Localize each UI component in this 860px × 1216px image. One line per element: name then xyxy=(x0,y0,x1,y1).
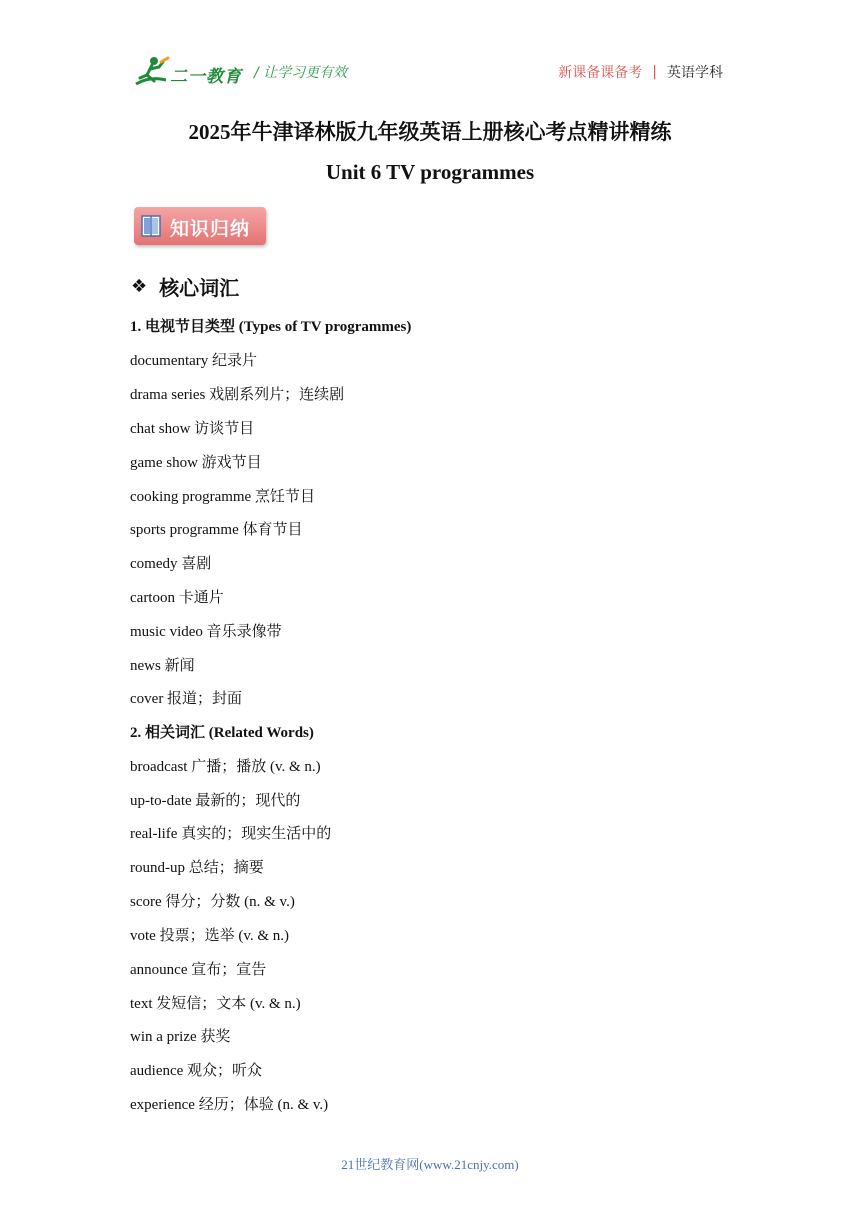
list-item: audience 观众；听众 xyxy=(130,1063,263,1079)
list-item: up-to-date 最新的；现代的 xyxy=(130,793,301,809)
list-item: news 新闻 xyxy=(130,658,195,674)
page-footer: 21世纪教育网(www.21cnjy.com) xyxy=(341,1157,519,1172)
list-item: broadcast 广播；播放 (v. & n.) xyxy=(130,759,321,775)
list-item: documentary 纪录片 xyxy=(130,353,258,369)
document-subtitle: Unit 6 TV programmes xyxy=(325,160,535,184)
group-heading-related: 2. 相关词汇 (Related Words) xyxy=(130,725,314,741)
badge-label: 知识归纳 xyxy=(170,218,251,240)
header-subject-label: 英语学科 xyxy=(667,65,723,81)
page-header xyxy=(0,0,860,100)
knowledge-badge xyxy=(134,207,266,245)
list-item: announce 宣布；宣告 xyxy=(130,962,267,978)
list-item: sports programme 体育节目 xyxy=(130,522,303,538)
book-icon xyxy=(140,213,162,239)
list-item: cover 报道；封面 xyxy=(130,691,243,707)
list-item: real-life 真实的；现实生活中的 xyxy=(130,826,332,842)
list-item: cartoon 卡通片 xyxy=(130,590,224,606)
header-right xyxy=(558,62,723,82)
section-heading-text: 核心词汇 xyxy=(159,276,240,300)
list-item: comedy 喜剧 xyxy=(130,556,212,572)
document-title: 2025年牛津译林版九年级英语上册核心考点精讲精练 xyxy=(188,120,672,144)
list-item: text 发短信；文本 (v. & n.) xyxy=(130,996,301,1012)
group-heading-types: 1. 电视节目类型 (Types of TV programmes) xyxy=(130,319,412,335)
list-item: game show 游戏节目 xyxy=(130,455,262,471)
list-item: music video 音乐录像带 xyxy=(130,624,282,640)
logo-text: 二一教育 xyxy=(170,67,242,87)
list-item: drama series 戏剧系列片；连续剧 xyxy=(130,387,345,403)
section-heading xyxy=(131,272,239,301)
diamond-bullet-icon: ❖ xyxy=(131,276,148,297)
list-item: win a prize 获奖 xyxy=(130,1029,231,1045)
header-course-label: 新课备课备考 xyxy=(558,65,643,81)
list-item: experience 经历；体验 (n. & v.) xyxy=(130,1097,329,1113)
list-item: chat show 访谈节目 xyxy=(130,421,255,437)
list-item: vote 投票；选举 (v. & n.) xyxy=(130,928,290,944)
slogan: / 让学习更有效 xyxy=(254,65,348,81)
list-item: cooking programme 烹饪节目 xyxy=(130,489,315,505)
header-separator: | xyxy=(652,64,657,80)
list-item: round-up 总结；摘要 xyxy=(130,860,264,876)
list-item: score 得分；分数 (n. & v.) xyxy=(130,894,295,910)
